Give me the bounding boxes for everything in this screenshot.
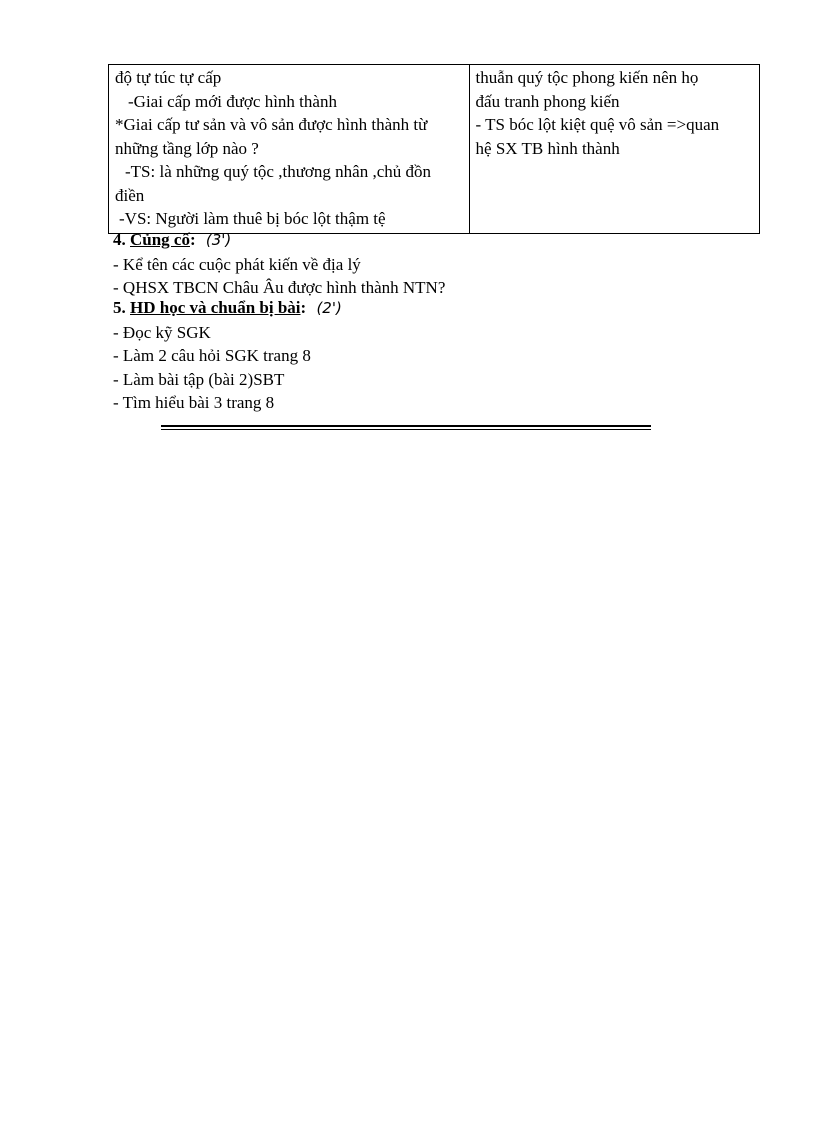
section-4-heading bbox=[113, 228, 445, 253]
section-4-number: 4. bbox=[113, 230, 126, 249]
content-table bbox=[108, 64, 760, 234]
left-line-3: *Giai cấp tư sản và vô sản được hình thành từ bbox=[115, 115, 428, 134]
right-cell bbox=[469, 65, 759, 234]
section-5-colon: : bbox=[300, 298, 307, 317]
section-5-item: - Làm bài tập (bài 2)SBT bbox=[113, 369, 285, 389]
section-5-number: 5. bbox=[113, 298, 126, 317]
right-line-2: đấu tranh phong kiến bbox=[475, 91, 620, 111]
section-5-heading bbox=[113, 296, 342, 321]
left-line-1: độ tự túc tự cấp bbox=[115, 68, 222, 87]
section-4-item: - QHSX TBCN Châu Âu được hình thành NTN? bbox=[113, 278, 446, 297]
section-4-title: Củng cố bbox=[130, 230, 190, 249]
section-5-item: - Làm 2 câu hỏi SGK trang 8 bbox=[113, 346, 311, 365]
section-consolidation bbox=[113, 228, 445, 300]
section-5-item: - Đọc kỹ SGK bbox=[113, 322, 211, 342]
table-row bbox=[109, 65, 760, 234]
left-line-2: -Giai cấp mới được hình thành bbox=[128, 91, 337, 111]
section-4-item: - Kể tên các cuộc phát kiến về địa lý bbox=[113, 254, 361, 274]
left-line-7: -VS: Người làm thuê bị bóc lột thậm tệ bbox=[119, 209, 386, 228]
left-line-4: những tầng lớp nào ? bbox=[115, 138, 259, 158]
left-cell bbox=[109, 65, 470, 234]
section-5-title: HD học và chuẩn bị bài bbox=[130, 298, 301, 317]
left-line-5: -TS: là những quý tộc ,thương nhân ,chủ đồn bbox=[125, 162, 431, 181]
left-line-6: điền bbox=[115, 185, 145, 205]
end-divider bbox=[161, 425, 651, 430]
section-homework bbox=[113, 296, 342, 415]
section-4-colon: : bbox=[189, 230, 196, 249]
right-line-3: - TS bóc lột kiệt quệ vô sản =>quan bbox=[475, 115, 720, 134]
section-4-time: (3') bbox=[205, 231, 232, 249]
section-5-time: (2') bbox=[316, 299, 342, 317]
right-line-1: thuẫn quý tộc phong kiến nên họ bbox=[475, 68, 699, 87]
right-line-4: hệ SX TB hình thành bbox=[475, 138, 620, 158]
section-5-item: - Tìm hiểu bài 3 trang 8 bbox=[113, 393, 275, 412]
